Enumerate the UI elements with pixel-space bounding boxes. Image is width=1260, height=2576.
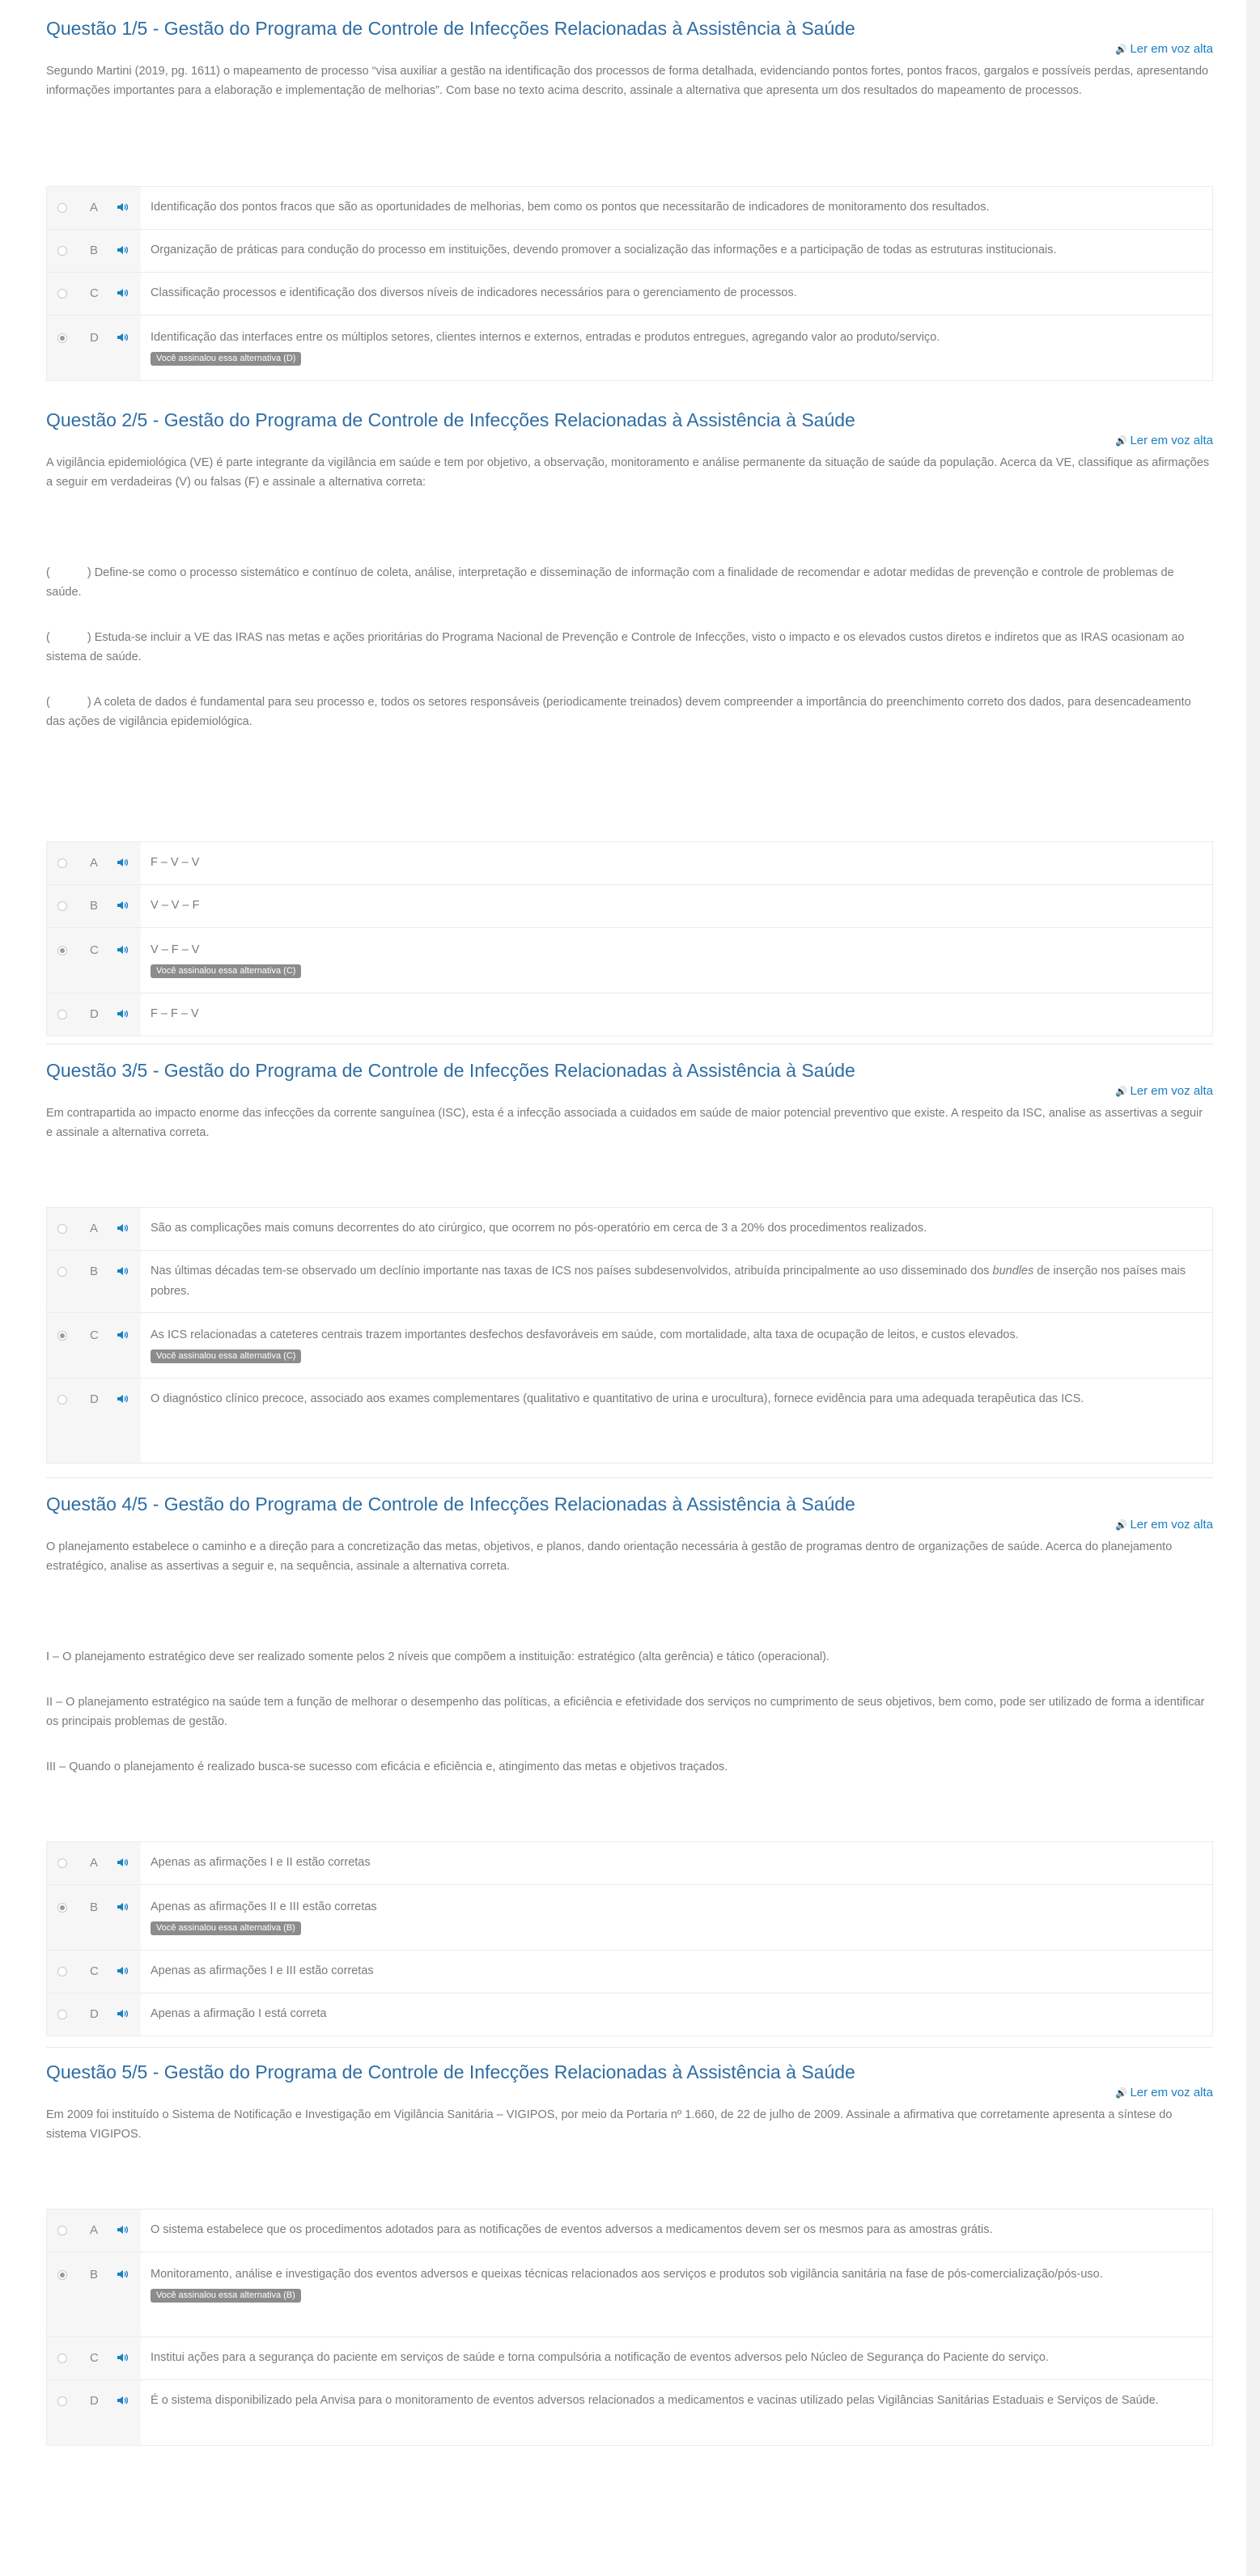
alternative-text: Apenas as afirmações I e II estão corretas [151, 1856, 371, 1869]
alternative-letter: A [90, 201, 99, 214]
alternative-text: São as complicações mais comuns decorrentes do ato cirúrgico, que ocorrem no pós-operatório em cerca de 3 a 20% dos procedimentos realizados. [151, 1222, 927, 1235]
alternative-text: Apenas as afirmações II e III estão corretas Você assinalou essa alternativa (B) [151, 1885, 385, 1950]
speaker-icon[interactable] [117, 1265, 128, 1277]
alternative-a[interactable] [47, 842, 1212, 885]
selected-answer-badge: Você assinalou essa alternativa (D) [151, 352, 301, 366]
question-stem: A vigilância epidemiológica (VE) é parte integrante da vigilância em saúde e tem por objetivo, a observação, monitoramento e análise permanente da situação de saúde da população. Acerca da VE, classifique as afirmações a seguir em verdadeiras (V) ou falsas (F) e assinale a alternativa correta: [46, 456, 1210, 489]
alternatives-list [46, 186, 1213, 381]
alternative-text: Organização de práticas para condução do processo em instituições, devendo promover a socialização das informações e a participação de todas as estruturas institucionais. [151, 244, 1057, 256]
alternative-d[interactable] [47, 1379, 1212, 1464]
speaker-icon[interactable] [117, 1857, 128, 1868]
selected-answer-badge: Você assinalou essa alternativa (C) [151, 964, 301, 978]
alternative-letter: C [90, 943, 99, 957]
alternatives-list [46, 2209, 1213, 2446]
alternative-text: Monitoramento, análise e investigação dos eventos adversos e queixas técnicas relacionados aos serviços e produtos sob vigilância sanitária na fase de pós-comercialização/pós-uso. Você assinalou essa alternativa (B) [151, 2252, 1111, 2337]
question-title: Questão 4/5 - Gestão do Programa de Controle de Infecções Relacionadas à Assistência à Saúde [46, 1493, 855, 1515]
divider [46, 1477, 1213, 1478]
speaker-icon[interactable] [117, 332, 128, 343]
alternative-text: Institui ações para a segurança do paciente em serviços de saúde e torna compulsória a notificação de eventos adversos pelo Núcleo de Segurança do Paciente do serviço. [151, 2351, 1049, 2364]
statement-1: ( ) Define-se como o processo sistemático e contínuo de coleta, análise, interpretação e disseminação de informação com a finalidade de recomendar e adotar medidas de prevenção e controle de problemas de saúde. [46, 566, 1174, 599]
speaker-icon[interactable] [117, 1965, 128, 1976]
speaker-icon[interactable] [117, 244, 128, 256]
alternative-letter: D [90, 2007, 99, 2021]
alternative-letter: A [90, 856, 99, 870]
radio-button[interactable] [57, 858, 67, 868]
alternative-c[interactable] [47, 273, 1212, 316]
alternative-letter: C [90, 1328, 99, 1342]
statement-2: II – O planejamento estratégico na saúde tem a função de melhorar o desempenho das políticas, a eficiência e efetividade dos serviços no cumprimento de seus objetivos, bem como, pode ser utilizado de forma a identificar os principais problemas de gestão. [46, 1696, 1205, 1728]
alternative-text: O sistema estabelece que os procedimentos adotados para as notificações de eventos adversos a medicamentos devem ser os mesmos para as amostras grátis. [151, 2223, 993, 2236]
speaker-icon: 🔊 [1115, 44, 1128, 55]
radio-button-selected[interactable] [57, 1903, 67, 1913]
alternative-text: V – F – V Você assinalou essa alternativa (C) [151, 928, 309, 993]
alternatives-list [46, 841, 1213, 1036]
radio-button[interactable] [57, 2010, 67, 2019]
alternative-text: O diagnóstico clínico precoce, associado aos exames complementares (qualitativo e quantitativo de urina e urocultura), fornece evidência para uma adequada terapêutica das ICS. [151, 1392, 1084, 1405]
alternative-b[interactable] [47, 2252, 1212, 2337]
alternative-letter: B [90, 1265, 99, 1278]
radio-button[interactable] [57, 1858, 67, 1868]
alternative-text: Classificação processos e identificação dos diversos níveis de indicadores necessários para o gerenciamento de processos. [151, 286, 797, 299]
speaker-icon[interactable] [117, 201, 128, 213]
scrollbar-track[interactable] [1246, 0, 1260, 2576]
alternative-letter: D [90, 1007, 99, 1021]
selected-answer-badge: Você assinalou essa alternativa (C) [151, 1349, 301, 1363]
alternative-c[interactable] [47, 928, 1212, 994]
alternative-b[interactable] [47, 885, 1212, 928]
statement-2: ( ) Estuda-se incluir a VE das IRAS nas metas e ações prioritárias do Programa Nacional de Prevenção e Controle de Infecções, visto o impacto e os elevados custos diretos e indiretos que as IRAS ocasionam ao sistema de saúde. [46, 631, 1185, 663]
alternative-a[interactable] [47, 1208, 1212, 1251]
alternative-text: Nas últimas décadas tem-se observado um declínio importante nas taxas de ICS nos países subdesenvolvidos, atribuída principalmente ao uso disseminado dos bundles de inserção nos países mais pobres. [151, 1265, 1186, 1298]
alternative-letter: A [90, 1222, 99, 1235]
radio-button-selected[interactable] [57, 333, 67, 343]
alternative-c[interactable] [47, 1951, 1212, 1993]
alternative-a[interactable] [47, 1842, 1212, 1885]
alternative-d[interactable] [47, 316, 1212, 381]
statement-3: ( ) A coleta de dados é fundamental para seu processo e, todos os setores responsáveis (periodicamente treinados) devem compreender a importância do preenchimento correto dos dados, para desencadeamento das ações de vigilância epidemiológica. [46, 696, 1191, 728]
alternative-text: F – F – V [151, 1007, 199, 1020]
alternative-text: As ICS relacionadas a cateteres centrais trazem importantes desfechos desfavoráveis em saúde, com mortalidade, alta taxa de ocupação de leitos, e custos elevados. Você assinalou essa alternativa (C) [151, 1313, 1027, 1378]
question-title: Questão 1/5 - Gestão do Programa de Controle de Infecções Relacionadas à Assistência à Saúde [46, 18, 855, 39]
radio-button[interactable] [57, 1010, 67, 1019]
alternative-letter: D [90, 331, 99, 345]
divider [46, 2047, 1213, 2048]
statement-1: I – O planejamento estratégico deve ser realizado somente pelos 2 níveis que compõem a instituição: estratégico (alta gerência) e tático (operacional). [46, 1650, 830, 1663]
radio-button[interactable] [57, 1224, 67, 1234]
alternative-text: Identificação das interfaces entre os múltiplos setores, clientes internos e externos, entradas e produtos entregues, agregando valor ao produto/serviço. Você assinalou essa alternativa (D) [151, 316, 948, 380]
radio-button[interactable] [57, 2396, 67, 2406]
alternative-letter: A [90, 2223, 99, 2237]
radio-button-selected[interactable] [57, 2270, 67, 2280]
alternative-a[interactable] [47, 2210, 1212, 2252]
alternative-text: V – V – F [151, 899, 200, 912]
radio-button[interactable] [57, 2226, 67, 2235]
question-stem: Em 2009 foi instituído o Sistema de Notificação e Investigação em Vigilância Sanitária – VIGIPOS, por meio da Portaria nº 1.660, de 22 de julho de 2009. Assinale a afirmativa que corretamente apresenta a síntese do sistema VIGIPOS. [46, 2108, 1173, 2141]
radio-button[interactable] [57, 246, 67, 256]
question-title: Questão 5/5 - Gestão do Programa de Controle de Infecções Relacionadas à Assistência à Saúde [46, 2061, 855, 2082]
speaker-icon: 🔊 [1115, 435, 1128, 447]
speaker-icon[interactable] [117, 1393, 128, 1405]
alternative-c[interactable] [47, 2337, 1212, 2380]
selected-answer-badge: Você assinalou essa alternativa (B) [151, 1921, 301, 1935]
speaker-icon[interactable] [117, 857, 128, 868]
alternative-d[interactable] [47, 2380, 1212, 2446]
alternative-b[interactable] [47, 1885, 1212, 1951]
speaker-icon: 🔊 [1115, 2087, 1128, 2099]
speaker-icon[interactable] [117, 1222, 128, 1234]
alternative-b[interactable] [47, 1251, 1212, 1313]
question-stem: Segundo Martini (2019, pg. 1611) o mapeamento de processo “visa auxiliar a gestão na identificação dos processos de forma detalhada, evidenciando pontos fortes, pontos fracos, gargalos e possíveis perdas, apresentando informações importantes para a elaboração e implementação de melhorias”. Com base no texto acima descrito, assinale a alternativa que apresenta um dos resultados do mapeamento de processos. [46, 65, 1209, 97]
speaker-icon[interactable] [117, 2224, 128, 2235]
alternative-d[interactable] [47, 1993, 1212, 2036]
speaker-icon[interactable] [117, 944, 128, 955]
statement-3: III – Quando o planejamento é realizado busca-se sucesso com eficácia e eficiência e, atingimento das metas e objetivos traçados. [46, 1760, 728, 1773]
alternatives-list [46, 1207, 1213, 1464]
read-aloud-button[interactable]: 🔊 Ler em voz alta [1115, 434, 1213, 447]
speaker-icon[interactable] [117, 900, 128, 911]
alternative-b[interactable] [47, 230, 1212, 273]
alternative-text: Apenas a afirmação I está correta [151, 2007, 327, 2020]
speaker-icon[interactable] [117, 287, 128, 299]
radio-button[interactable] [57, 901, 67, 911]
question-title: Questão 3/5 - Gestão do Programa de Controle de Infecções Relacionadas à Assistência à Saúde [46, 1060, 855, 1081]
alternative-letter: B [90, 244, 99, 257]
radio-button-selected[interactable] [57, 1331, 67, 1341]
selected-answer-badge: Você assinalou essa alternativa (B) [151, 2289, 301, 2303]
alternative-letter: D [90, 1392, 99, 1406]
alternative-text: É o sistema disponibilizado pela Anvisa para o monitoramento de eventos adversos relacionados a medicamentos e vacinas utilizado pelas Vigilâncias Sanitárias Estaduais e Serviços de Saúde. [151, 2394, 1159, 2407]
speaker-icon: 🔊 [1115, 1086, 1128, 1097]
alternative-letter: C [90, 2351, 99, 2365]
speaker-icon[interactable] [117, 2395, 128, 2406]
alternative-text: Apenas as afirmações I e III estão corretas [151, 1964, 374, 1977]
alternative-c[interactable] [47, 1313, 1212, 1379]
radio-button[interactable] [57, 1967, 67, 1976]
read-aloud-button[interactable]: 🔊 Ler em voz alta [1115, 42, 1213, 56]
radio-button[interactable] [57, 2354, 67, 2363]
radio-button[interactable] [57, 1267, 67, 1277]
radio-button[interactable] [57, 289, 67, 299]
alternative-letter: C [90, 286, 99, 300]
alternative-letter: B [90, 2268, 99, 2282]
alternative-letter: C [90, 1964, 99, 1978]
speaker-icon[interactable] [117, 1329, 128, 1341]
read-aloud-button[interactable]: 🔊 Ler em voz alta [1115, 1084, 1213, 1098]
read-aloud-button[interactable]: 🔊 Ler em voz alta [1115, 2086, 1213, 2099]
question-stem: Em contrapartida ao impacto enorme das infecções da corrente sanguínea (ISC), esta é a infecção associada a cuidados em saúde de maior potencial preventivo que existe. A respeito da ISC, analise as assertivas a seguir e assinale a alternativa correta. [46, 1107, 1203, 1139]
question-title: Questão 2/5 - Gestão do Programa de Controle de Infecções Relacionadas à Assistência à Saúde [46, 409, 855, 430]
alternative-a[interactable] [47, 187, 1212, 230]
speaker-icon: 🔊 [1115, 1519, 1128, 1531]
alternative-letter: B [90, 1900, 99, 1914]
alternative-text: F – V – V [151, 856, 200, 869]
radio-button[interactable] [57, 1395, 67, 1405]
speaker-icon[interactable] [117, 1008, 128, 1019]
alternative-letter: A [90, 1856, 99, 1870]
alternative-letter: B [90, 899, 99, 913]
alternative-letter: D [90, 2394, 99, 2408]
alternative-text: Identificação dos pontos fracos que são as oportunidades de melhorias, bem como os pontos que necessitarão de indicadores de monitoramento dos resultados. [151, 201, 990, 214]
speaker-icon[interactable] [117, 2352, 128, 2363]
speaker-icon[interactable] [117, 2008, 128, 2019]
radio-button[interactable] [57, 203, 67, 213]
radio-button-selected[interactable] [57, 946, 67, 955]
speaker-icon[interactable] [117, 1901, 128, 1913]
alternatives-list [46, 1841, 1213, 2036]
question-stem: O planejamento estabelece o caminho e a direção para a concretização das metas, objetivos, e planos, dando orientação necessária à gestão de programas dentro de organizações de saúde. Acerca do planejamento estratégico, analise as assertivas a seguir e, na sequência, assinale a alternativa correta. [46, 1540, 1173, 1573]
alternative-d[interactable] [47, 994, 1212, 1036]
speaker-icon[interactable] [117, 2269, 128, 2280]
read-aloud-button[interactable]: 🔊 Ler em voz alta [1115, 1518, 1213, 1532]
